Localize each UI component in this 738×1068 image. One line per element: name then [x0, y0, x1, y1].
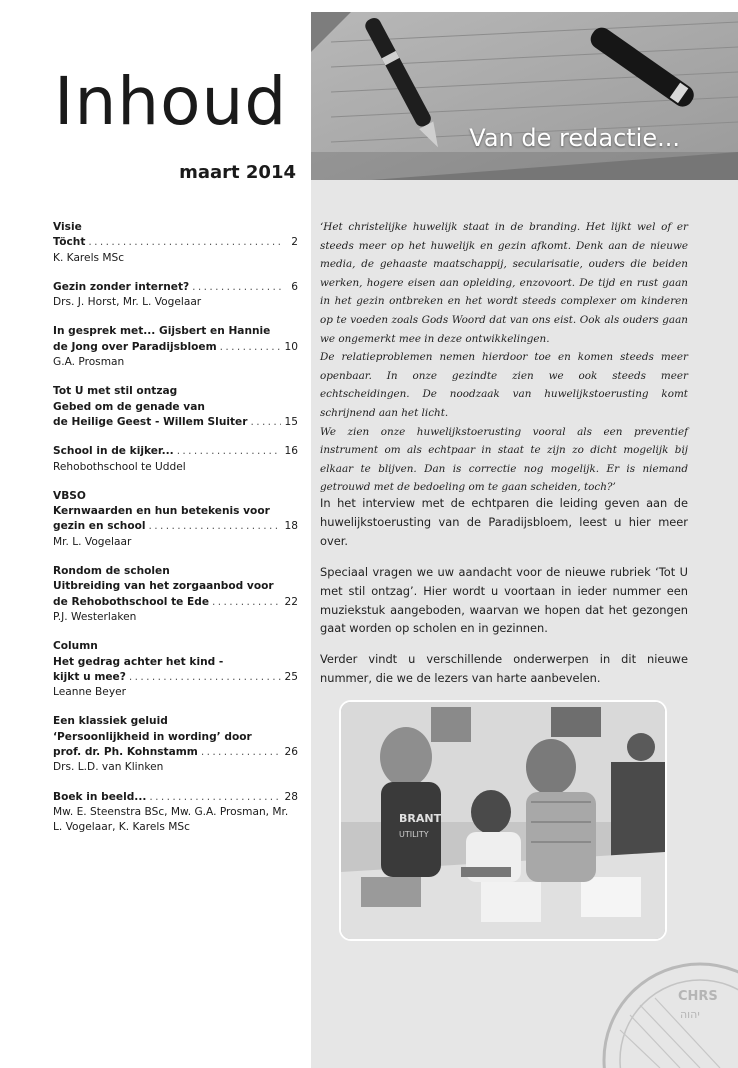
toc-line — [53, 579, 298, 594]
toc-article-title: Gebed om de genade van — [53, 400, 205, 413]
toc-page-number: 28 — [284, 790, 298, 803]
toc-leader-dots — [201, 745, 281, 760]
toc-leader-dots — [149, 790, 281, 805]
classroom-photo — [339, 700, 667, 941]
toc-author: Rehobothschool te Uddel — [53, 460, 186, 473]
shirt-text: BRANT — [399, 812, 442, 825]
seal-text: CHRS — [678, 989, 718, 1004]
toc-line — [53, 324, 298, 339]
toc-entry[interactable] — [53, 280, 298, 311]
toc-section-title: VBSO — [53, 489, 86, 502]
toc-author: Drs. J. Horst, Mr. L. Vogelaar — [53, 296, 202, 309]
toc-page-number: 6 — [291, 280, 298, 293]
toc-article-title: In gesprek met... Gijsbert en Hannie — [53, 325, 271, 338]
toc-article-title: prof. dr. Ph. Kohnstamm — [53, 746, 198, 759]
toc-line — [53, 730, 298, 745]
toc-line — [53, 384, 298, 399]
toc-entry[interactable] — [53, 714, 298, 775]
toc-leader-dots — [177, 444, 281, 459]
seal-icon — [600, 960, 738, 1068]
toc-entry[interactable] — [53, 444, 298, 475]
toc-line — [53, 415, 298, 430]
toc-page-number: 26 — [284, 746, 298, 759]
quote-paragraph: De relatieproblemen nemen hierdoor toe en komen steeds meer openbaar. In onze gezindte zien we ook steeds meer echtscheidingen. De noodzaak van huwelijkstoerusting komt schrijnend aan het licht. — [320, 351, 688, 419]
toc-author: Mr. L. Vogelaar — [53, 535, 132, 548]
toc-page-number: 25 — [284, 670, 298, 683]
body-paragraph: Speciaal vragen we uw aandacht voor de nieuwe rubriek ‘Tot U met stil ontzag’. Hier wordt u voortaan in ieder nummer een muziekstuk aangeboden, waarvan we hopen dat het gezongen gaat worden op scholen en in gezinnen. — [320, 564, 688, 636]
quote-paragraph: ‘Het christelijke huwelijk staat in de branding. Het lijkt wel of er steeds meer op het huwelijk en gezin afkomt. Denk aan de nieuwe media, de gehaaste maatschappij, secularisatie, ouders die beiden werken, hogere eisen aan opleiding, enzovoort. De tijd en rust gaan in het gezin ontbreken en het wordt steeds complexer om kinderen op te voeden zoals Gods Woord dat van ons eist. Ook als ouders gaan we ongemerkt mee in deze ontwikkelingen. — [320, 221, 688, 345]
toc-entry[interactable] — [53, 324, 298, 370]
quote-paragraph: We zien onze huwelijkstoerusting vooral als een preventief instrument om als echtpaar in staat te zijn zo dicht mogelijk bij elkaar te blijven. Dan is correctie nog mogelijk. Er is niemand getrouwd met de bedoeling om te gaan scheiden, toch?’ — [320, 425, 688, 494]
toc-author: Leanne Beyer — [53, 686, 126, 699]
toc-section-title: Visie — [53, 221, 82, 233]
toc-leader-dots — [129, 670, 281, 685]
toc-line — [53, 400, 298, 415]
toc-article-title: Tot U met stil ontzag — [53, 385, 178, 398]
toc-leader-dots — [212, 595, 281, 610]
toc-line — [53, 595, 298, 610]
editorial-heading: Van de redactie... — [469, 124, 680, 152]
toc-article-title: kijkt u mee? — [53, 670, 126, 683]
toc-article-title: Gezin zonder internet? — [53, 280, 190, 293]
toc-entry[interactable] — [53, 489, 298, 550]
shirt-text: UTILITY — [399, 830, 429, 839]
toc-section-title: Column — [53, 640, 98, 653]
toc-page-number: 18 — [284, 520, 298, 533]
toc-line — [53, 235, 298, 250]
table-of-contents — [53, 220, 298, 850]
toc-entry[interactable] — [53, 790, 298, 836]
toc-article-title: de Rehobothschool te Ede — [53, 595, 210, 608]
body-paragraph: In het interview met de echtparen die leiding geven aan de huwelijkstoerusting van de Paradijsbloem, leest u hier meer over. — [320, 496, 688, 548]
toc-entry[interactable] — [53, 384, 298, 430]
toc-article-title: Het gedrag achter het kind - — [53, 655, 224, 668]
toc-article-title: Kernwaarden en hun betekenis voor — [53, 505, 270, 518]
toc-entry[interactable] — [53, 639, 298, 700]
toc-leader-dots — [88, 235, 281, 250]
toc-article-title: Boek in beeld... — [53, 790, 147, 803]
page-title: Inhoud — [54, 63, 288, 140]
toc-article-title: Uitbreiding van het zorgaanbod voor — [53, 580, 274, 593]
pen-and-paper-illustration — [311, 12, 738, 180]
toc-section-title: Rondom de scholen — [53, 565, 170, 578]
toc-line — [53, 519, 298, 534]
toc-article-title: School in de kijker... — [53, 445, 174, 458]
editorial-quote — [320, 218, 688, 497]
toc-leader-dots — [192, 280, 281, 295]
toc-leader-dots — [149, 519, 281, 534]
toc-article-title: gezin en school — [53, 520, 146, 533]
toc-line — [53, 504, 298, 519]
toc-author: Mw. E. Steenstra BSc, Mw. G.A. Prosman, Mr. L. Vogelaar, K. Karels MSc — [53, 805, 289, 834]
toc-page-number: 2 — [291, 236, 298, 249]
toc-line — [53, 790, 298, 805]
toc-author: Drs. L.D. van Klinken — [53, 761, 164, 774]
toc-leader-dots — [250, 415, 281, 430]
toc-line — [53, 444, 298, 459]
toc-line — [53, 670, 298, 685]
toc-entry[interactable] — [53, 220, 298, 266]
toc-article-title: ‘Persoonlijkheid in wording’ door — [53, 730, 252, 743]
toc-author: G.A. Prosman — [53, 356, 125, 369]
toc-line — [53, 655, 298, 670]
toc-entry[interactable] — [53, 564, 298, 625]
chrs-seal — [600, 960, 738, 1068]
toc-page-number: 16 — [284, 445, 298, 458]
toc-line — [53, 280, 298, 295]
toc-page-number: 15 — [284, 415, 298, 428]
toc-author: K. Karels MSc — [53, 251, 125, 264]
children-at-workbench-illustration — [341, 702, 665, 939]
toc-line — [53, 340, 298, 355]
toc-leader-dots — [220, 340, 281, 355]
toc-article-title: Töcht — [53, 236, 86, 249]
editorial-body — [320, 494, 688, 700]
toc-page-number: 10 — [284, 340, 298, 353]
toc-author: P.J. Westerlaken — [53, 610, 137, 623]
toc-section-title: Een klassiek geluid — [53, 715, 168, 728]
header-photo — [311, 12, 738, 180]
toc-line — [53, 745, 298, 760]
issue-date: maart 2014 — [179, 162, 296, 183]
body-paragraph: Verder vindt u verschillende onderwerpen in dit nieuwe nummer, die we de lezers van harte aanbevelen. — [320, 652, 688, 686]
toc-page-number: 22 — [284, 595, 298, 608]
toc-article-title: de Heilige Geest - Willem Sluiter — [53, 415, 248, 428]
toc-article-title: de Jong over Paradijsbloem — [53, 340, 217, 353]
seal-subtext: יהוה — [680, 1008, 700, 1021]
